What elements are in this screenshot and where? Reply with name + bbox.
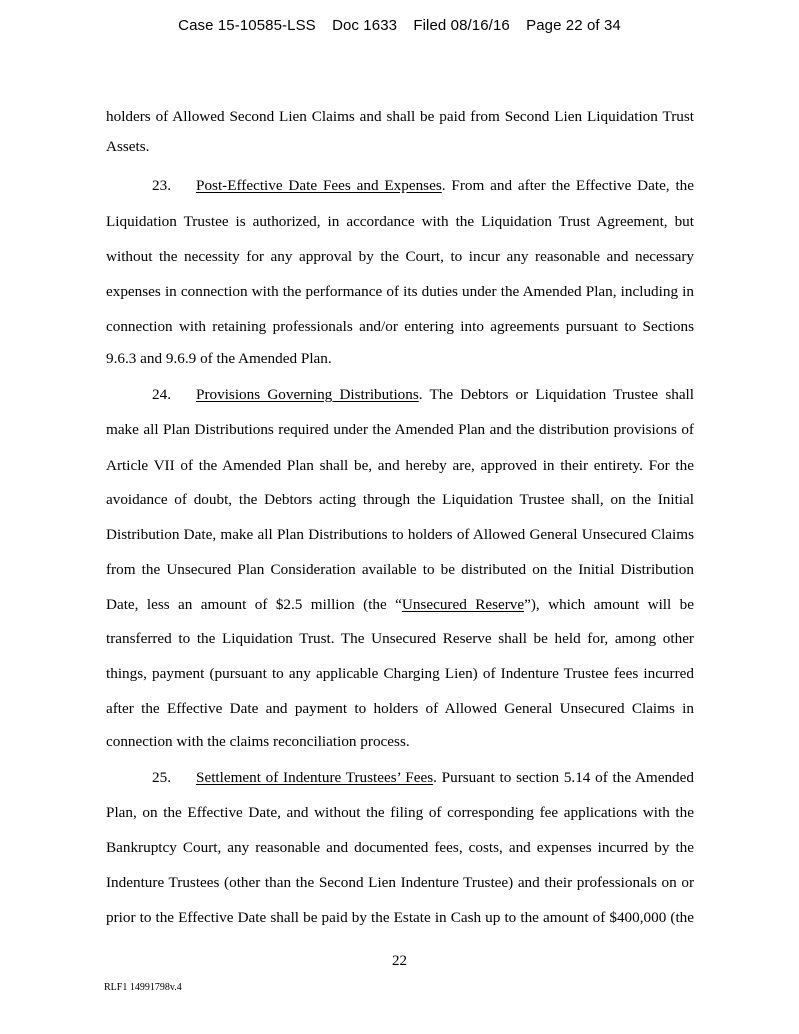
paragraph-24-first-line <box>106 386 694 404</box>
paragraph-number: 23. <box>152 177 171 194</box>
body-line: from the Unsecured Plan Consideration available to be distributed on the Initial Distribution <box>106 561 694 578</box>
body-line: make all Plan Distributions required under the Amended Plan and the distribution provisions of <box>106 421 694 438</box>
body-line: avoidance of doubt, the Debtors acting through the Liquidation Trustee shall, on the Initial <box>106 491 694 508</box>
body-text: . Pursuant to section 5.14 of the Amended <box>433 769 694 786</box>
paragraph-heading: Settlement of Indenture Trustees’ Fees <box>196 769 434 786</box>
body-line: Indenture Trustees (other than the Second Lien Indenture Trustee) and their professionals on or <box>106 874 694 891</box>
page-indicator: Page 22 of 34 <box>526 17 621 34</box>
case-number: Case 15-10585-LSS <box>178 17 316 34</box>
body-line: expenses in connection with the performance of its duties under the Amended Plan, including in <box>106 283 694 300</box>
case-header <box>0 17 799 34</box>
defined-term: Unsecured Reserve <box>401 596 525 613</box>
document-id: RLF1 14991798v.4 <box>104 982 182 993</box>
body-line: Article VII of the Amended Plan shall be, and hereby are, approved in their entirety. For the <box>106 457 694 474</box>
body-line: connection with retaining professionals and/or entering into agreements pursuant to Sections <box>106 318 694 335</box>
body-line: without the necessity for any approval by the Court, to incur any reasonable and necessary <box>106 248 694 265</box>
body-text: . From and after the Effective Date, the <box>441 177 694 194</box>
page-number: 22 <box>392 953 407 969</box>
paragraph-23-first-line <box>106 177 694 195</box>
body-text: ”), which amount will be <box>524 596 694 613</box>
unsecured-reserve-line <box>106 596 694 614</box>
paragraph-heading: Post-Effective Date Fees and Expenses <box>196 177 442 194</box>
body-line: things, payment (pursuant to any applicable Charging Lien) of Indenture Trustee fees incurred <box>106 665 694 682</box>
body-line: Plan, on the Effective Date, and without the filing of corresponding fee applications with the <box>106 804 694 821</box>
filed-date: Filed 08/16/16 <box>413 17 510 34</box>
body-line: transferred to the Liquidation Trust. The Unsecured Reserve shall be held for, among other <box>106 630 694 647</box>
body-line: 9.6.3 and 9.6.9 of the Amended Plan. <box>106 350 332 367</box>
body-line: Bankruptcy Court, any reasonable and documented fees, costs, and expenses incurred by the <box>106 839 694 856</box>
body-line: prior to the Effective Date shall be paid by the Estate in Cash up to the amount of $400,000 (the <box>106 909 694 926</box>
body-line: Assets. <box>106 138 150 155</box>
paragraph-number: 24. <box>152 386 171 403</box>
doc-number: Doc 1633 <box>332 17 398 34</box>
body-line: connection with the claims reconciliation process. <box>106 733 410 750</box>
body-line: Distribution Date, make all Plan Distributions to holders of Allowed General Unsecured Claims <box>106 526 694 543</box>
body-line: after the Effective Date and payment to holders of Allowed General Unsecured Claims in <box>106 700 694 717</box>
paragraph-25-first-line <box>106 769 694 787</box>
paragraph-heading: Provisions Governing Distributions <box>196 386 419 403</box>
body-line: Liquidation Trustee is authorized, in accordance with the Liquidation Trust Agreement, but <box>106 213 694 230</box>
body-text: Date, less an amount of $2.5 million (the “ <box>106 596 402 613</box>
body-line: holders of Allowed Second Lien Claims and shall be paid from Second Lien Liquidation Trust <box>106 108 694 125</box>
paragraph-number: 25. <box>152 769 171 786</box>
body-text: . The Debtors or Liquidation Trustee shall <box>418 386 694 403</box>
